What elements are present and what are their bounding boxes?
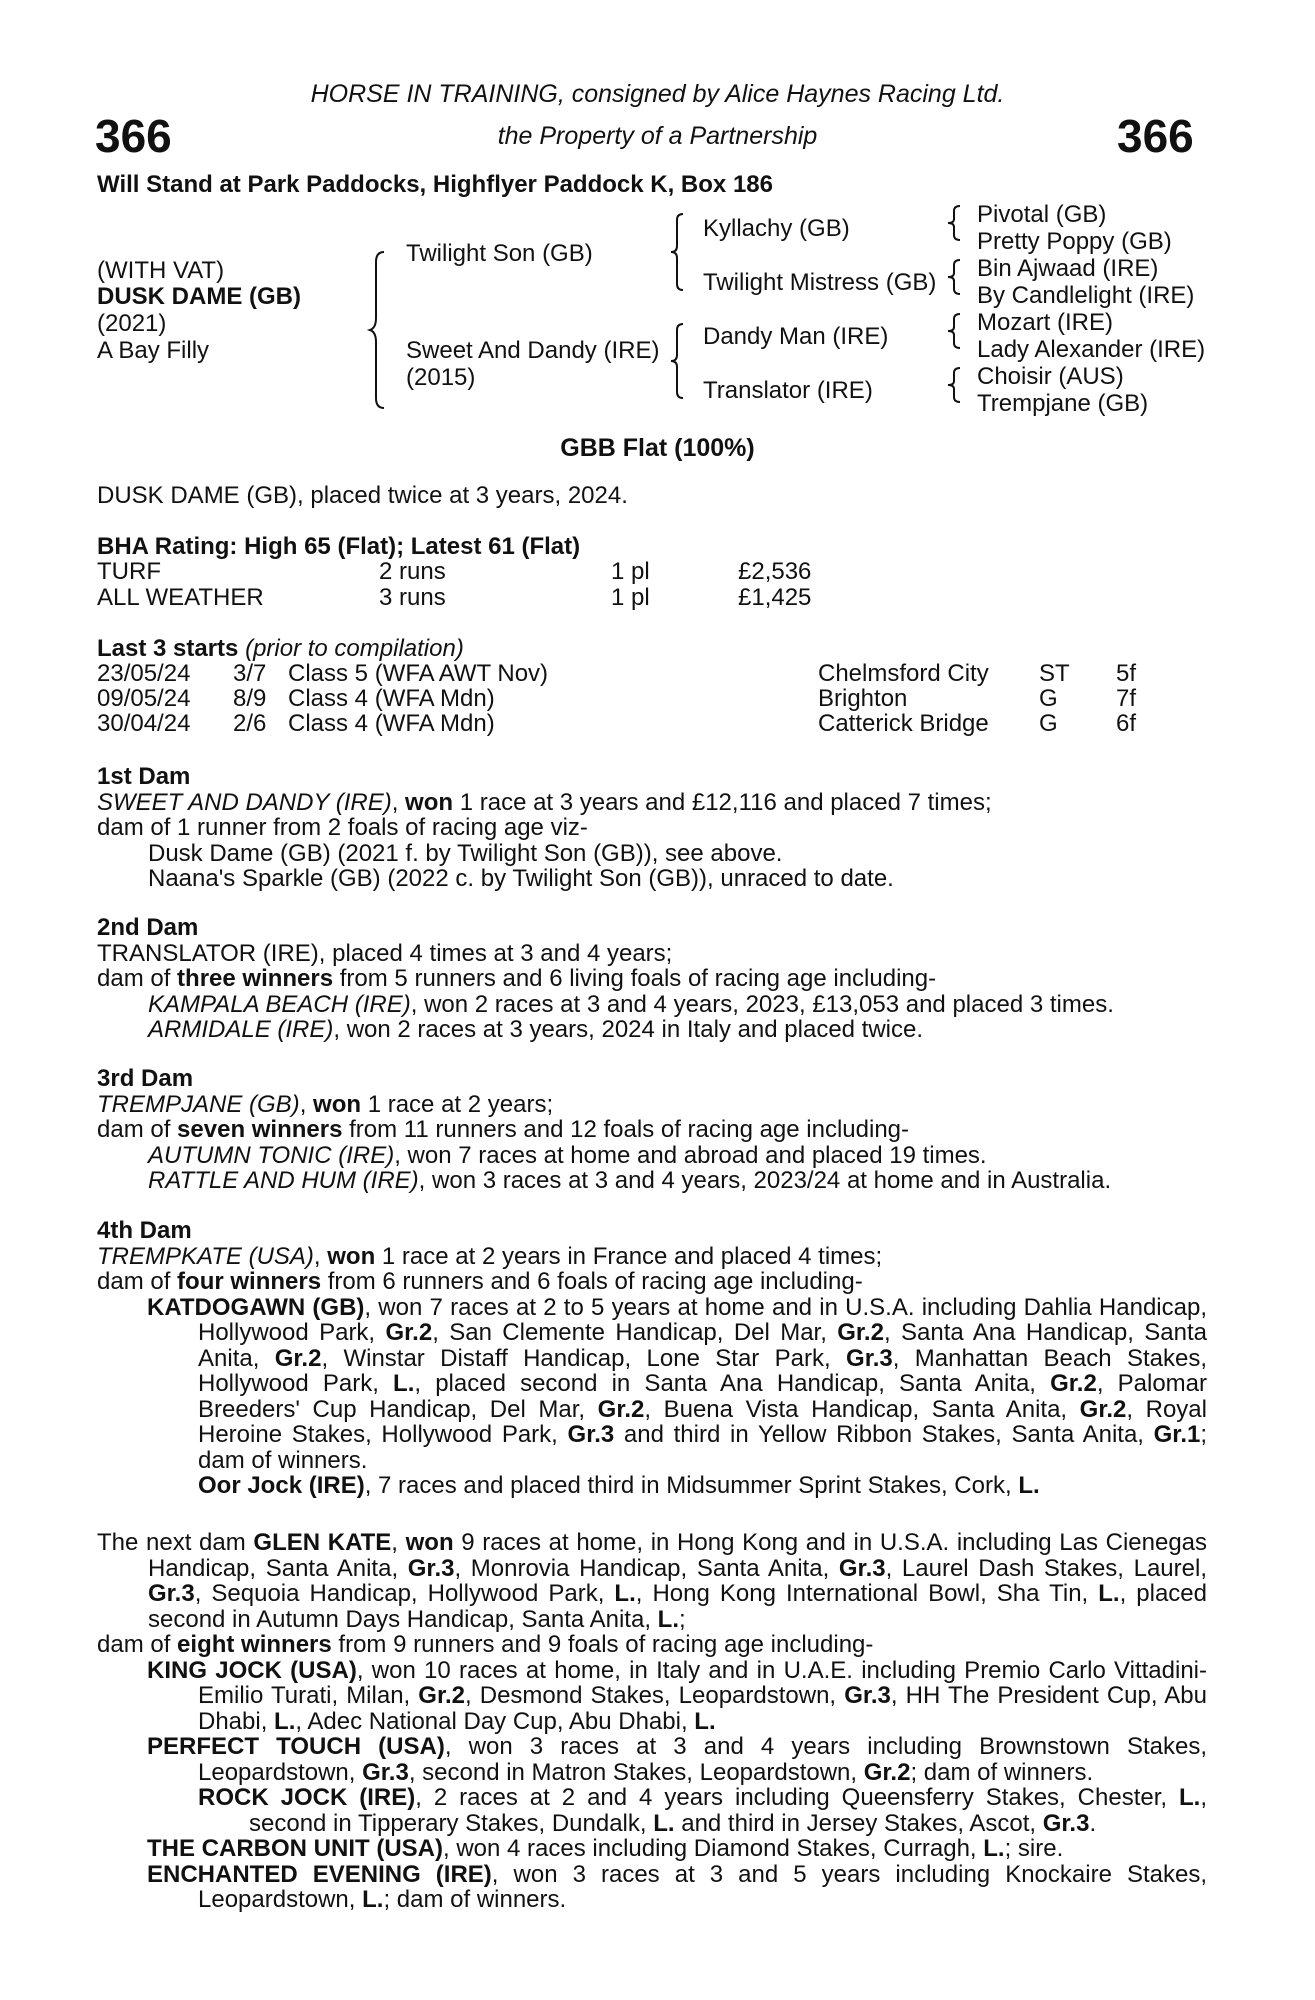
text-run: ; dam of winners.: [198, 1421, 1208, 1474]
property-line: the Property of a Partnership: [497, 122, 818, 150]
dam-name: TREMPKATE (USA): [97, 1242, 314, 1270]
dam-record: 1 race at 3 years and £12,116 and placed 7 times;: [453, 788, 992, 816]
text-run: and third in Jersey Stakes, Ascot,: [674, 1809, 1043, 1837]
bold-run: Gr.3: [148, 1580, 195, 1607]
text-run: , Santa Ana Handicap, Santa Anita,: [198, 1319, 1207, 1372]
text-run: , Palomar Breeders' Cup Handicap, Del Mar,: [198, 1370, 1208, 1423]
produce-line: [97, 966, 1207, 992]
bold-run: L.: [1179, 1784, 1201, 1811]
placed: 1 pl: [611, 584, 650, 611]
bold-run: Gr.2: [1079, 1395, 1127, 1423]
section-heading: 3rd Dam: [97, 1065, 194, 1092]
bold-run: KING JOCK (USA): [147, 1656, 357, 1684]
progeny-name: AUTUMN TONIC (IRE): [148, 1141, 395, 1169]
text-run: , second in Tipperary Stakes, Dundalk,: [249, 1784, 1208, 1837]
progeny-item: [97, 992, 1207, 1018]
start-course: Brighton: [818, 685, 908, 712]
bold-run: Gr.2: [385, 1319, 433, 1346]
pedigree-sire-dam: Twilight Mistress (GB): [703, 269, 937, 296]
bold-run: Gr.3: [567, 1421, 615, 1448]
start-position: 2/6: [233, 710, 267, 737]
bold-run: L.: [1098, 1580, 1120, 1607]
text-run: , Winstar Distaff Handicap, Lone Star Park,: [321, 1344, 847, 1372]
lot-number-right: 366: [1117, 110, 1194, 162]
text-run: , San Clemente Handicap, Del Mar,: [432, 1319, 838, 1346]
progeny-record: , won 7 races at home and abroad and placed 19 times.: [394, 1141, 987, 1169]
text-run: , Adec National Day Cup, Abu Dhabi,: [295, 1707, 695, 1735]
start-date: 23/05/24: [97, 660, 191, 687]
produce-text: dam of: [97, 1116, 178, 1143]
pedigree-dam-sire: Dandy Man (IRE): [703, 323, 889, 350]
pedigree-ssd: Pretty Poppy (GB): [977, 228, 1172, 255]
text-run: ; dam of winners.: [910, 1758, 1094, 1786]
pedigree-brace-ss: [948, 204, 962, 242]
pedigree-dam-dam: Translator (IRE): [703, 377, 873, 404]
start-distance: 7f: [1116, 685, 1137, 712]
bold-run: Gr.2: [418, 1682, 465, 1709]
progeny-item: [97, 1168, 1207, 1194]
start-position: 3/7: [233, 660, 267, 687]
start-race: Class 4 (WFA Mdn): [288, 710, 495, 737]
progeny-name: RATTLE AND HUM (IRE): [148, 1167, 419, 1194]
text-run: , 7 races and placed third in Midsummer Sprint Stakes, Cork,: [364, 1472, 1019, 1499]
text-run: , won 10 races at home, in Italy and in U.A.E. including Premio Carlo Vittadini-Emilio Turati, Milan,: [198, 1656, 1207, 1709]
pedigree-dss: Mozart (IRE): [977, 309, 1114, 336]
winners-count: three winners: [177, 965, 334, 992]
won-label: won: [327, 1242, 376, 1270]
produce-text: dam of: [97, 965, 178, 992]
pedigree-brace-main: [370, 250, 386, 410]
progeny-item-rock-jock: [97, 1785, 1207, 1836]
text-run: and third in Yellow Ribbon Stakes, Santa Anita,: [614, 1421, 1154, 1448]
first-dam-section: [97, 764, 1207, 892]
progeny-item-katdogawn: [97, 1295, 1207, 1474]
pedigree-sds: Bin Ajwaad (IRE): [977, 255, 1159, 282]
produce-line: dam of 1 runner from 2 foals of racing age viz-: [97, 814, 588, 841]
progeny-item: Naana's Sparkle (GB) (2022 c. by Twilight Son (GB)), unraced to date.: [148, 865, 894, 892]
produce-line: [97, 1632, 1207, 1658]
winners-count: seven winners: [177, 1116, 343, 1143]
text-run: , Hong Kong International Bowl, Sha Tin,: [635, 1580, 1099, 1607]
winners-count: four winners: [177, 1268, 322, 1295]
text-run: , Sequoia Handicap, Hollywood Park,: [194, 1580, 615, 1607]
bold-run: GLEN KATE: [253, 1529, 392, 1556]
bold-run: THE CARBON UNIT (USA): [147, 1835, 443, 1862]
bold-run: ROCK JOCK (IRE): [198, 1784, 416, 1811]
dam-record: 1 race at 2 years in France and placed 4 times;: [375, 1242, 883, 1270]
dam-line: TREMPKATE (USA), won 1 race at 2 years in France and placed 4 times;: [97, 1242, 883, 1270]
start-distance: 5f: [1116, 660, 1137, 687]
pedigree-brace-dd: [948, 366, 962, 404]
bold-run: ENCHANTED EVENING (IRE): [147, 1860, 492, 1888]
section-heading: 2nd Dam: [97, 914, 199, 941]
text-run: ;: [678, 1605, 686, 1633]
progeny-item-carbon-unit: [97, 1836, 1207, 1862]
progeny-item-king-jock: [97, 1658, 1207, 1735]
bold-run: L.: [274, 1707, 296, 1735]
produce-text: dam of: [97, 1268, 178, 1295]
runs: 2 runs: [379, 558, 446, 585]
text-run: , placed second in Santa Ana Handicap, Santa Anita,: [414, 1370, 1051, 1397]
start-going: ST: [1039, 660, 1070, 687]
section-heading: 4th Dam: [97, 1217, 192, 1244]
bold-run: PERFECT TOUCH (USA): [147, 1733, 445, 1760]
pedigree-dds: Choisir (AUS): [977, 363, 1124, 390]
foaling-year: (2021): [97, 310, 167, 337]
earnings: £2,536: [738, 558, 812, 585]
dam-name: TREMPJANE (GB): [97, 1090, 300, 1118]
start-date: 30/04/24: [97, 710, 191, 737]
text-run: The next dam: [97, 1529, 254, 1556]
pedigree-brace-sire: [671, 212, 685, 292]
pedigree-dam-year: (2015): [406, 364, 476, 391]
surface: TURF: [97, 558, 161, 585]
bold-run: Gr.2: [863, 1758, 911, 1786]
progeny-record: , won 2 races at 3 years, 2024 in Italy and placed twice.: [333, 1016, 924, 1043]
vat-note: (WITH VAT): [97, 257, 225, 284]
pedigree-brace-sd: [948, 258, 962, 296]
bold-run: Gr.3: [846, 1344, 893, 1372]
bold-run: Gr.3: [1042, 1809, 1090, 1837]
next-dam-line: [97, 1530, 1207, 1632]
won-label: won: [313, 1090, 362, 1118]
pedigree-dsd: Lady Alexander (IRE): [977, 336, 1206, 363]
bold-run: L.: [362, 1886, 384, 1913]
produce-line: [97, 1269, 1207, 1295]
start-course: Chelmsford City: [818, 660, 989, 687]
text-run: , placed second in Autumn Days Handicap, Santa Anita,: [148, 1580, 1208, 1633]
text-run: , won 3 races at 3 and 4 years including Brownstown Stakes, Leopardstown,: [198, 1733, 1207, 1786]
bold-run: Oor Jock (IRE): [198, 1472, 365, 1499]
text-run: ,: [391, 1529, 406, 1556]
next-dam-section: [97, 1530, 1207, 1913]
produce-text: dam of: [97, 1631, 178, 1658]
produce-text: from 6 runners and 6 foals of racing age including-: [321, 1268, 863, 1295]
text-run: , won 7 races at 2 to 5 years at home and in U.S.A. including Dahlia Handicap, Hollywood Park,: [198, 1293, 1207, 1346]
bold-run: L.: [393, 1370, 415, 1397]
gbb-flat: GBB Flat (100%): [560, 434, 755, 462]
dam-record: 1 race at 2 years;: [361, 1090, 554, 1118]
bold-run: Gr.1: [1153, 1421, 1201, 1448]
text-run: , Desmond Stakes, Leopardstown,: [465, 1682, 845, 1709]
placed: 1 pl: [611, 558, 650, 585]
text-run: , Monrovia Handicap, Santa Anita,: [454, 1554, 839, 1582]
bold-run: Gr.3: [838, 1554, 886, 1582]
last-starts-heading: [97, 636, 464, 662]
bold-run: Gr.3: [844, 1682, 891, 1709]
text-run: .: [1089, 1809, 1097, 1837]
consignor-line: HORSE IN TRAINING, consigned by Alice Haynes Racing Ltd.: [310, 80, 1005, 108]
bold-run: Gr.2: [274, 1344, 322, 1372]
text-run: , second in Matron Stakes, Leopardstown,: [408, 1758, 864, 1786]
lot-number-left: 366: [95, 110, 172, 162]
horse-description: A Bay Filly: [97, 337, 210, 364]
bold-run: Gr.3: [407, 1554, 455, 1582]
text-run: , won 4 races including Diamond Stakes, Curragh,: [442, 1835, 984, 1862]
text-run: , Buena Vista Handicap, Santa Anita,: [644, 1395, 1080, 1423]
progeny-item-oor-jock: [97, 1473, 1207, 1499]
text-run: ; sire.: [1004, 1835, 1064, 1862]
text-run: , Laurel Dash Stakes, Laurel,: [885, 1554, 1207, 1582]
text-run: ; dam of winners.: [383, 1886, 567, 1913]
runs: 3 runs: [379, 584, 446, 611]
produce-text: from 9 runners and 9 foals of racing age including-: [331, 1631, 874, 1658]
progeny-name: ARMIDALE (IRE): [148, 1016, 334, 1043]
pedigree-sire: Twilight Son (GB): [406, 240, 593, 267]
dam-line: TRANSLATOR (IRE), placed 4 times at 3 and 4 years;: [97, 939, 673, 967]
pedigree-sire-sire: Kyllachy (GB): [703, 215, 850, 242]
won-label: won: [405, 788, 454, 816]
progeny-item: [97, 1017, 1207, 1043]
bold-run: won: [405, 1529, 454, 1556]
progeny-record: , won 3 races at 3 and 4 years, 2023/24 at home and in Australia.: [418, 1167, 1112, 1194]
last-starts-title: Last 3 starts: [97, 635, 239, 662]
bold-run: L.: [653, 1809, 675, 1837]
dam-line: SWEET AND DANDY (IRE), won 1 race at 3 years and £12,116 and placed 7 times;: [97, 788, 992, 816]
bold-run: Gr.2: [1050, 1370, 1097, 1397]
section-heading: 1st Dam: [97, 763, 191, 790]
bold-run: Gr.2: [837, 1319, 884, 1346]
second-dam-section: [97, 915, 1207, 1043]
stand-location: Will Stand at Park Paddocks, Highflyer Paddock K, Box 186: [97, 171, 773, 198]
text-run: , Royal Heroine Stakes, Hollywood Park,: [198, 1395, 1207, 1448]
start-course: Catterick Bridge: [818, 710, 989, 737]
third-dam-section: [97, 1066, 1207, 1194]
start-going: G: [1039, 710, 1058, 737]
dam-line: TREMPJANE (GB), won 1 race at 2 years;: [97, 1090, 554, 1118]
last-starts-note: (prior to compilation): [245, 635, 464, 662]
surface: ALL WEATHER: [97, 584, 264, 611]
pedigree-ddd: Trempjane (GB): [977, 390, 1149, 417]
start-position: 8/9: [233, 685, 267, 712]
bold-run: L.: [983, 1835, 1005, 1862]
start-race: Class 4 (WFA Mdn): [288, 685, 495, 712]
pedigree-sdd: By Candlelight (IRE): [977, 282, 1195, 309]
pedigree-brace-dam: [671, 322, 685, 400]
text-run: , Manhattan Beach Stakes, Hollywood Park,: [198, 1344, 1207, 1397]
progeny-item-perfect-touch: [97, 1734, 1207, 1785]
pedigree-sss: Pivotal (GB): [977, 201, 1107, 228]
bold-run: Gr.2: [597, 1395, 645, 1423]
pedigree-brace-ds: [948, 312, 962, 350]
text-run: 9 races at home, in Hong Kong and in U.S.A. including Las Cienegas Handicap, Santa Anita,: [148, 1529, 1208, 1582]
progeny-item: [97, 1143, 1207, 1169]
bold-run: L.: [657, 1605, 679, 1633]
progeny-item-enchanted-evening: [97, 1862, 1207, 1913]
start-date: 09/05/24: [97, 685, 191, 712]
fourth-dam-section: [97, 1218, 1207, 1499]
produce-text: from 5 runners and 6 living foals of racing age including-: [333, 965, 937, 992]
bha-rating: BHA Rating: High 65 (Flat); Latest 61 (Flat): [97, 533, 581, 560]
horse-summary: DUSK DAME (GB), placed twice at 3 years, 2024.: [97, 482, 628, 509]
progeny-record: , won 2 races at 3 and 4 years, 2023, £13,053 and placed 3 times.: [410, 990, 1114, 1018]
produce-line: [97, 1117, 1207, 1143]
earnings: £1,425: [738, 584, 812, 611]
start-going: G: [1039, 685, 1058, 712]
bold-run: KATDOGAWN (GB): [147, 1293, 365, 1321]
progeny-item: Dusk Dame (GB) (2021 f. by Twilight Son (GB)), see above.: [148, 839, 783, 867]
start-distance: 6f: [1116, 710, 1137, 737]
bold-run: Gr.3: [362, 1758, 409, 1786]
produce-text: from 11 runners and 12 foals of racing age including-: [342, 1116, 910, 1143]
horse-name: DUSK DAME (GB): [97, 283, 301, 310]
pedigree-dam: Sweet And Dandy (IRE): [406, 337, 660, 364]
text-run: , won 3 races at 3 and 5 years including Knockaire Stakes, Leopardstown,: [198, 1860, 1208, 1913]
text-run: , HH The President Cup, Abu Dhabi,: [198, 1682, 1207, 1735]
bold-run: L.: [1018, 1472, 1040, 1499]
bold-run: L.: [694, 1707, 716, 1735]
progeny-name: KAMPALA BEACH (IRE): [148, 990, 411, 1018]
text-run: , 2 races at 2 and 4 years including Queensferry Stakes, Chester,: [415, 1784, 1180, 1811]
dam-name: SWEET AND DANDY (IRE): [97, 788, 392, 816]
start-race: Class 5 (WFA AWT Nov): [288, 660, 549, 687]
winners-count: eight winners: [177, 1631, 332, 1658]
bold-run: L.: [614, 1580, 636, 1607]
